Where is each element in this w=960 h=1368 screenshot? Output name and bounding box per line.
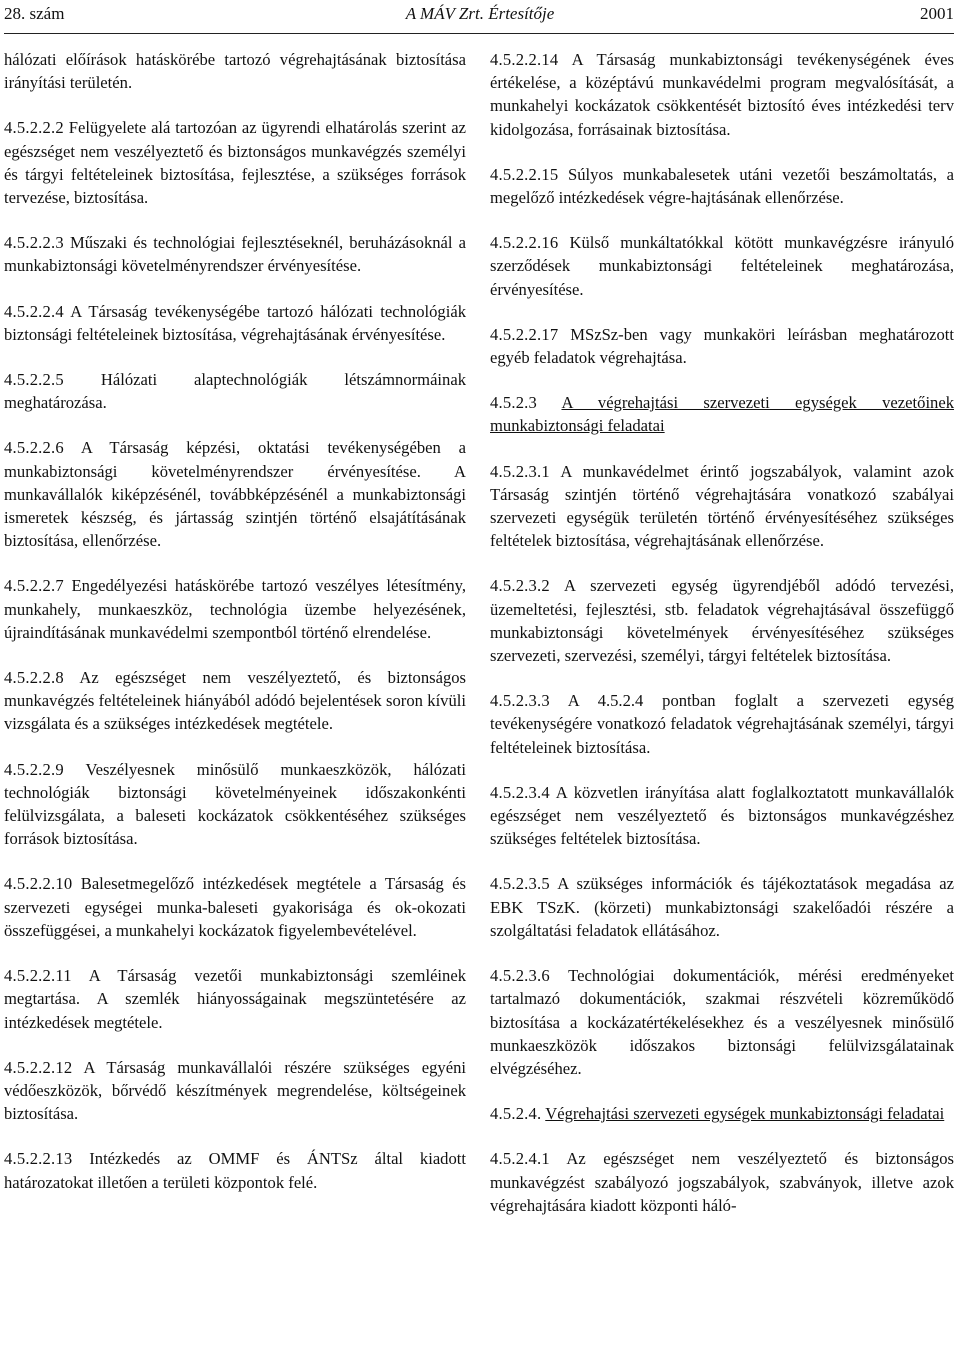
section-number: 4.5.2.2.5	[4, 370, 64, 390]
paragraph	[490, 781, 954, 851]
section-number: 4.5.2.4.1	[490, 1149, 550, 1169]
page-header	[0, 0, 960, 34]
paragraph-text: Technológiai dokumentációk, mérési eredményeket tartalmazó dokumentációk, szakmai részvételi közreműködő biztosítása a kockázatértékelésekhez és a veszélyesnek minősülő munkaeszközök időszakos biztonsági felülvizsgálatainak elvégzéséhez.	[490, 966, 954, 1078]
paragraph	[490, 231, 954, 301]
paragraph	[4, 1147, 466, 1193]
paragraph	[490, 1147, 954, 1217]
paragraph-text: A Társaság munkavállalói részére szükséges egyéni védőeszközök, bőrvédő készítmények megrendelése, költségeinek biztosítása.	[4, 1057, 466, 1124]
paragraph-text: Súlyos munkabalesetek utáni vezetői beszámoltatás, a megelőző intézkedések végre-hajtásának ellenőrzése.	[490, 164, 954, 208]
paragraph-text: A munkavédelmet érintő jogszabályok, valamint azok Társaság szintjén történő végrehajtására vonatkozó szabályai szervezeti egységük területén történő érvényesítéséhez szükséges feltételek biztosítása, végrehajtásának ellenőrzése.	[490, 461, 954, 551]
left-column	[4, 48, 466, 1216]
paragraph-text: Az egészséget nem veszélyeztető, és biztonságos munkavégzés feltételeinek hiányából adódó bejelentések soron kívüli vizsgálata és a szükséges intézkedések megtétele.	[4, 668, 466, 734]
paragraph-text: Felügyelete alá tartozóan az ügyrendi elhatárolás szerint az egészséget nem veszélyeztető és biztonságos munkavégzés személyi és tárgyi feltételeinek biztosítása, fejlesztése, a szükséges források tervezése, biztosítása.	[4, 118, 466, 208]
page-number: 28. szám	[4, 4, 65, 23]
section-number: 4.5.2.2.11	[4, 966, 72, 986]
section-number: 4.5.2.2.17	[490, 324, 559, 344]
paragraph-text: Hálózati alaptechnológiák létszámnormáinak meghatározása.	[4, 370, 466, 413]
paragraph	[490, 1102, 954, 1125]
paragraph-text: A Társaság tevékenységébe tartozó hálózati technológiák biztonsági feltételeinek biztosítása, végrehajtásának érvényesítése.	[4, 301, 466, 344]
paragraph	[490, 323, 954, 369]
section-number: 4.5.2.3.1	[490, 461, 550, 481]
section-number: 4.5.2.2.12	[4, 1057, 73, 1077]
paragraph	[4, 368, 466, 414]
page-folio: 2001	[920, 4, 954, 23]
section-number: 4.5.2.3.2	[490, 576, 550, 596]
paragraph	[4, 48, 466, 94]
paragraph	[490, 689, 954, 759]
section-number: 4.5.2.2.6	[4, 438, 64, 458]
paragraph	[490, 460, 954, 553]
paragraph	[4, 300, 466, 346]
section-number: 4.5.2.2.13	[4, 1149, 73, 1169]
section-number: 4.5.2.2.3	[4, 233, 64, 253]
paragraph	[4, 574, 466, 644]
section-number: 4.5.2.2.8	[4, 668, 64, 688]
paragraph	[490, 574, 954, 667]
paragraph-text: A szükséges információk és tájékoztatások megadása az EBK TSzK. (körzeti) munkabiztonsági szakelőadói részére a szolgáltatási feladatok ellátásához.	[490, 874, 954, 940]
section-number: 4.5.2.3.3	[490, 691, 550, 711]
paragraph	[4, 116, 466, 209]
section-number: 4.5.2.2.2	[4, 118, 64, 138]
paragraph	[4, 872, 466, 942]
header-rule	[4, 33, 954, 34]
paragraph	[4, 666, 466, 736]
section-number: 4.5.2.3.5	[490, 874, 550, 894]
publication-title: A MÁV Zrt. Értesítője	[405, 4, 555, 23]
section-number: 4.5.2.2.16	[490, 233, 559, 253]
section-number: 4.5.2.2.14	[490, 50, 559, 69]
paragraph-text: Intézkedés az OMMF és ÁNTSz által kiadott határozatokat illetően a területi központok felé.	[4, 1149, 466, 1192]
paragraph	[4, 964, 466, 1034]
section-number: 4.5.2.2.4	[4, 301, 64, 321]
paragraph-text: Engedélyezési hatáskörébe tartozó veszélyes létesítmény, munkahely, munkaeszköz, technológia üzembe helyezésének, újraindításának munkavédelmi szempontból történő elrendelése.	[4, 576, 466, 642]
section-number: 4.5.2.2.7	[4, 576, 64, 596]
paragraph	[4, 436, 466, 552]
paragraph-text: MSzSz-ben vagy munkaköri leírásban meghatározott egyéb feladatok végrehajtása.	[490, 324, 954, 368]
paragraph-text: A Társaság vezetői munkabiztonsági szemléinek megtartása. A szemlék hiányosságainak megszüntetésére az intézkedések megtétele.	[4, 966, 466, 1032]
section-number: 4.5.2.3	[490, 393, 538, 413]
section-number: 4.5.2.2.15	[490, 164, 559, 184]
paragraph	[490, 872, 954, 942]
paragraph-text: Külső munkáltatókkal kötött munkavégzésre irányuló szerződések munkabiztonsági feltételeinek meghatározása, érvényesítése.	[490, 233, 954, 299]
section-heading: A végrehajtási szervezeti egységek vezetőinek munkabiztonsági feladatai	[490, 393, 955, 436]
section-number: 4.5.2.2.10	[4, 874, 73, 894]
section-number: 4.5.2.3.4	[490, 782, 550, 802]
paragraph-text: Veszélyesnek minősülő munkaeszközök, hálózati technológiák biztonsági követelményeinek időszakonkénti felülvizsgálata, a baleseti kockázatok csökkentéséhez szükséges források biztosítása.	[4, 759, 466, 849]
paragraph	[4, 758, 466, 851]
right-column	[490, 48, 954, 1239]
section-number: 4.5.2.3.6	[490, 966, 550, 986]
paragraph-text: A 4.5.2.4 pontban foglalt a szervezeti egység tevékenységére vonatkozó feladatok végrehajtásának személyi, tárgyi feltételeinek biztosítása.	[490, 691, 954, 757]
paragraph-text: hálózati előírások hatáskörébe tartozó végrehajtásának biztosítása irányítási területén.	[4, 50, 466, 93]
paragraph	[490, 391, 954, 437]
paragraph-text: A szervezeti egység ügyrendjéből adódó tervezési, üzemeltetési, fejlesztési, stb. feladatok végrehajtásával összefüggő munkabiztonsági követelmények érvényesítéséhez szükséges szervezeti, szervezési, személyi, tárgyi feltételek biztosítása.	[490, 576, 954, 666]
paragraph-text: Az egészséget nem veszélyeztető és biztonságos munkavégzést szabályozó jogszabályok, szabványok, illetve azok végrehajtására kiadott központi háló-	[490, 1149, 954, 1215]
paragraph	[4, 1056, 466, 1126]
paragraph	[4, 231, 466, 277]
section-number: 4.5.2.4.	[490, 1104, 542, 1124]
paragraph	[490, 964, 954, 1080]
paragraph-text: A Társaság képzési, oktatási tevékenységében a munkabiztonsági követelményrendszer érvényesítése. A munkavállalók kiképzésénél, továbbképzésénél a munkabiztonsági ismeretek készség, és jártasság szintjén történő elsajátításának biztosítása, ellenőrzése.	[4, 438, 466, 551]
section-number: 4.5.2.2.9	[4, 759, 64, 779]
paragraph-text: A Társaság munkabiztonsági tevékenységének éves értékelése, a középtávú munkavédelmi program megvalósítását, a munkahelyi kockázatok csökkentését biztosító éves intézkedési terv kidolgozása, forrásainak biztosítása.	[490, 50, 954, 139]
paragraph	[490, 48, 954, 141]
paragraph-text: Műszaki és technológiai fejlesztéseknél, beruházásoknál a munkabiztonsági követelményrendszer érvényesítése.	[4, 233, 466, 276]
paragraph-text: A közvetlen irányítása alatt foglalkoztatott munkavállalók egészséget nem veszélyeztető és biztonságos munkavégzéshez szükséges feltételek biztosítása.	[490, 782, 954, 849]
paragraph	[490, 163, 954, 209]
paragraph-text: Balesetmegelőző intézkedések megtétele a Társaság és szervezeti egységei munka-baleseti gyakorisága és ok-okozati összefüggései, a munkahelyi kockázatok figyelembevételével.	[4, 874, 466, 940]
section-heading: Végrehajtási szervezeti egységek munkabiztonsági feladatai	[545, 1104, 945, 1124]
